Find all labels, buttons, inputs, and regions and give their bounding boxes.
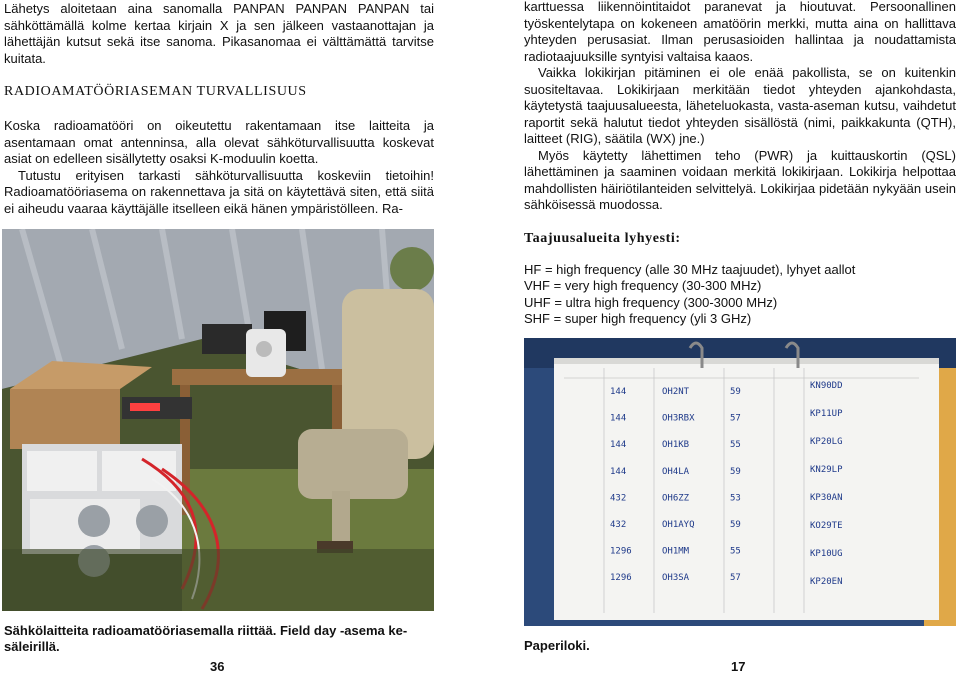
log-locator: KP20LG [810, 437, 843, 447]
frequency-item-uhf: UHF = ultra high frequency (300-3000 MHz) [524, 294, 778, 310]
intro-paragraph: Lähetys aloitetaan aina sanomalla PANPAN PANPAN PANPAN tai sähköttämällä kolme kertaa kirjain X ja sen jälkeen vastaanottajan ja lähettäjän kutsut sekä itse sanoma. Pikasanomaa ei välttämättä tarvitse kuitata. [4, 1, 434, 66]
left-caption [4, 623, 434, 655]
log-entry: OH2NT [662, 387, 690, 397]
field-day-photo [2, 229, 434, 611]
log-locator: KP30AN [810, 493, 843, 503]
left-page [4, 0, 434, 217]
log-locator: KP10UG [810, 549, 843, 559]
log-entry: 144 [610, 387, 627, 397]
log-locator: KP20EN [810, 577, 843, 587]
log-locator: KO29TE [810, 521, 843, 531]
log-entry: OH1MM [662, 546, 690, 557]
log-entry: 432 [610, 520, 627, 530]
caption-line-2: säleirillä. [4, 639, 60, 654]
page-number-right: 17 [731, 659, 746, 674]
log-entry: 432 [610, 493, 627, 504]
log-locator: KP11UP [810, 409, 843, 419]
log-entry: 1296 [610, 573, 632, 584]
log-entry: 55 [730, 546, 741, 557]
frequency-heading: Taajuusalueita lyhyesti: [524, 230, 681, 246]
log-entry: OH1KB [662, 440, 690, 451]
log-entry: 59 [730, 387, 741, 397]
safety-paragraph-2: Tutustu erityisen tarkasti sähköturvallisuutta koskeviin tietoihin! Radioamatööriasema on rakennettava ja sitä on käytettävä siten, että siitä ei aiheudu vaaraa käyttäjälle itselleen eikä hänen ympäristölleen. Ra- [4, 167, 434, 216]
caption-line-1: Sähkölaitteita radioamatööriasemalla riittää. Field day -asema ke- [4, 623, 408, 638]
log-entry: OH3RBX [662, 413, 695, 424]
safety-paragraph-1: Koska radioamatööri on oikeutettu rakentamaan itse laitteita ja asentamaan omat antenninsa, alla olevat sähköturvallisuutta koskevat asiat on edelleen sisällytetty osaksi K-moduulin koetta. [4, 118, 434, 166]
log-locator: KN29LP [810, 465, 843, 475]
log-entry: OH3SA [662, 573, 690, 584]
field-day-illustration [2, 229, 434, 611]
log-entry: 144 [610, 466, 627, 477]
log-entry: 55 [730, 440, 741, 451]
log-entry: 53 [730, 493, 741, 504]
logbook-paragraph-3: Myös käytetty lähettimen teho (PWR) ja kuittauskortin (QSL) lähettäminen ja saaminen voidaan merkitä lokikirjaan. Lokikirja helpottaa mahdollisten häiriötilanteiden selvittelyä. Lokikirjaa pidetään nykyään usein sähköisessä muodossa. [524, 147, 956, 212]
frequency-item-shf: SHF = super high frequency (yli 3 GHz) [524, 311, 752, 326]
log-entry: 144 [610, 413, 627, 424]
caption-paperiloki: Paperiloki. [524, 638, 590, 653]
logbook-paragraph-1: karttuessa liikennöintitaidot paranevat ja hioutuvat. Persoonallinen työskentelytapa on kokeneen amatöörin merkki, mutta aina on hallittava yhteyden perusasiat. Ilman perusasioiden hallintaa ja noudattamista radiotaajuuksille syntyisi valtaisa kaaos. [524, 0, 956, 64]
logbook-paragraph-2: Vaikka lokikirjan pitäminen ei ole enää pakollista, se on kuitenkin suositeltavaa. Lokikirjaan merkitään tiedot yhteyden ajankohdasta, käytetystä taajuusalueesta, läheteluokasta, vasta-aseman kutsu, vaihdetut raportit sekä halutut tiedot yhteyden sisällöstä (nimi, paikkakunta (QTH), laitteet (RIG), säätila (WX) jne.) [524, 65, 956, 146]
log-entry: OH6ZZ [662, 493, 690, 504]
paper-log-illustration [524, 338, 956, 626]
log-entry: OH4LA [662, 466, 690, 477]
log-entry: 59 [730, 466, 741, 477]
right-page [524, 0, 956, 328]
log-locator: KN90DD [810, 381, 843, 391]
log-entry: 57 [730, 413, 741, 424]
frequency-list [524, 262, 956, 328]
paper-log-photo [524, 338, 956, 626]
right-caption [524, 638, 590, 654]
frequency-item-vhf: VHF = very high frequency (30-300 MHz) [524, 278, 762, 293]
frequency-item-hf: HF = high frequency (alle 30 MHz taajuudet), lyhyet aallot [524, 261, 856, 277]
log-entry: 59 [730, 520, 741, 530]
page-number-left: 36 [210, 659, 225, 674]
log-entry: 144 [610, 440, 627, 451]
log-entry: 1296 [610, 546, 632, 557]
section-heading: RADIOAMATÖÖRIASEMAN TURVALLISUUS [4, 84, 307, 99]
log-entry: OH1AYQ [662, 520, 695, 530]
log-entry: 57 [730, 573, 741, 584]
